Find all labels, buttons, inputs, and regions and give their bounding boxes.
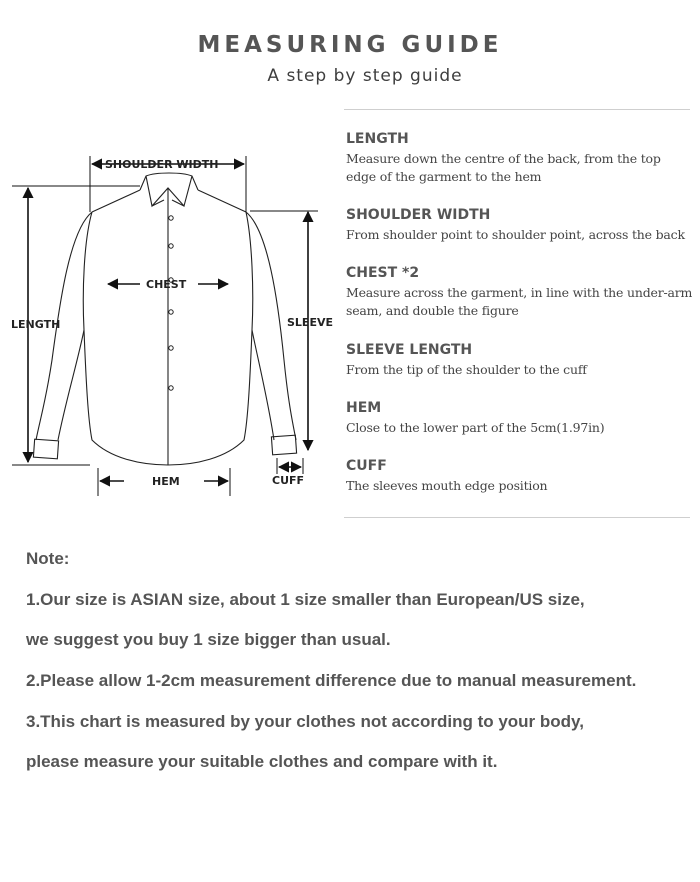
label-cuff: CUFF bbox=[272, 474, 305, 487]
definition-title: SHOULDER WIDTH bbox=[346, 207, 491, 223]
definition-chest bbox=[346, 262, 694, 339]
definition-shoulder-width bbox=[346, 204, 694, 262]
definition-title: LENGTH bbox=[346, 131, 409, 147]
definition-cuff bbox=[346, 455, 694, 495]
shirt-outline bbox=[33, 173, 296, 465]
label-sleeve: SLEEVE bbox=[287, 316, 333, 329]
page-title: MEASURING GUIDE bbox=[197, 32, 503, 58]
divider-bottom bbox=[344, 517, 690, 518]
note-line: please measure your suitable clothes and compare with it. bbox=[26, 752, 498, 772]
note-line: 2.Please allow 1-2cm measurement difference due to manual measurement. bbox=[26, 671, 637, 691]
definition-title: CHEST *2 bbox=[346, 265, 420, 281]
divider-top bbox=[344, 109, 690, 110]
note-line: we suggest you buy 1 size bigger than usual. bbox=[26, 630, 391, 650]
definition-text: From shoulder point to shoulder point, across the back bbox=[346, 227, 685, 242]
definition-text: Measure across the garment, in line with the under-arm seam, and double the figure bbox=[346, 285, 693, 318]
label-shoulder-width: SHOULDER WIDTH bbox=[105, 158, 219, 171]
definition-title: SLEEVE LENGTH bbox=[346, 342, 473, 358]
label-length: LENGTH bbox=[11, 318, 61, 331]
definition-hem bbox=[346, 397, 694, 455]
definition-text: The sleeves mouth edge position bbox=[346, 478, 548, 493]
definition-length bbox=[346, 128, 694, 204]
page-subtitle: A step by step guide bbox=[267, 66, 463, 86]
definition-sleeve-length bbox=[346, 339, 694, 397]
notes-heading: Note: bbox=[26, 549, 70, 568]
shirt-buttons bbox=[169, 216, 173, 390]
shirt-measurement-diagram bbox=[0, 140, 340, 510]
definition-title: CUFF bbox=[346, 458, 387, 474]
definition-text: From the tip of the shoulder to the cuff bbox=[346, 362, 587, 377]
definition-text: Close to the lower part of the 5cm(1.97in) bbox=[346, 420, 605, 435]
measurement-definitions bbox=[346, 128, 694, 495]
definition-text: Measure down the centre of the back, from the top edge of the garment to the hem bbox=[346, 151, 661, 184]
label-hem: HEM bbox=[152, 475, 180, 488]
notes-section bbox=[26, 548, 696, 792]
note-line: 3.This chart is measured by your clothes not according to your body, bbox=[26, 711, 584, 731]
label-chest: CHEST bbox=[146, 278, 187, 291]
definition-title: HEM bbox=[346, 400, 382, 416]
note-line: 1.Our size is ASIAN size, about 1 size smaller than European/US size, bbox=[26, 589, 585, 609]
